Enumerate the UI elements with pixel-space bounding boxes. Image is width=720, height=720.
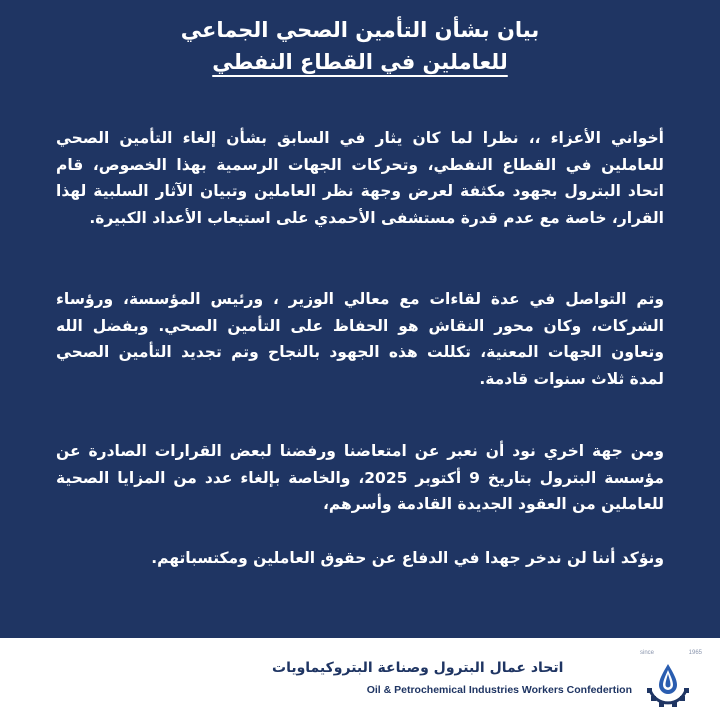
paragraph-3: ومن جهة اخري نود أن نعبر عن امتعاضنا ورفضنا لبعض القرارات الصادرة عن مؤسسة البترول بتاريخ 9 أكتوبر 2025، والخاصة بإلغاء عدد من المزايا الصحية للعاملين من العقود الجديدة القادمة وأسرهم، (56, 442, 664, 514)
org-name-english: Oil & Petrochemical Industries Workers Confedertion (366, 684, 632, 696)
title-line-1: بيان بشأن التأمين الصحي الجماعي (180, 18, 540, 42)
title-line-2: للعاملين في القطاع النفطي (212, 50, 508, 74)
footer (0, 638, 720, 720)
paragraph-4: ونؤكد أننا لن ندخر جهدا في الدفاع عن حقوق العاملين ومكتسباتهم. (151, 549, 664, 567)
paragraph-1: أخواني الأعزاء ،، نظرا لما كان يثار في السابق بشأن إلغاء التأمين الصحي للعاملين في القطاع النفطي، وتحركات الجهات الرسمية بهذا الخصوص، قام اتحاد البترول بجهود مكثفة لعرض وجهة نظر العاملين وتبيان الآثار السلبية لهذا القرار، خاصة مع عدم قدرة مستشفى الأحمدي على استيعاب الأعداد الكبيرة. (56, 129, 664, 227)
logo-year-label: 1965 (688, 650, 702, 656)
paragraph-2: وتم التواصل في عدة لقاءات مع معالي الوزير ، ورئيس المؤسسة، ورؤساء الشركات، وكان محور النقاش هو الحفاظ على التأمين الصحي. وبفضل الله وتعاون الجهات المعنية، تكللت هذه الجهود بالنجاح وتم تجديد التأمين الصحي لمدة ثلاث سنوات قادمة. (56, 290, 664, 388)
union-logo-icon (638, 650, 698, 710)
logo-since-label: since (639, 650, 654, 656)
statement-title (40, 14, 680, 78)
org-name-arabic: اتحاد عمال البترول وصناعة البتروكيماويات (272, 660, 564, 676)
